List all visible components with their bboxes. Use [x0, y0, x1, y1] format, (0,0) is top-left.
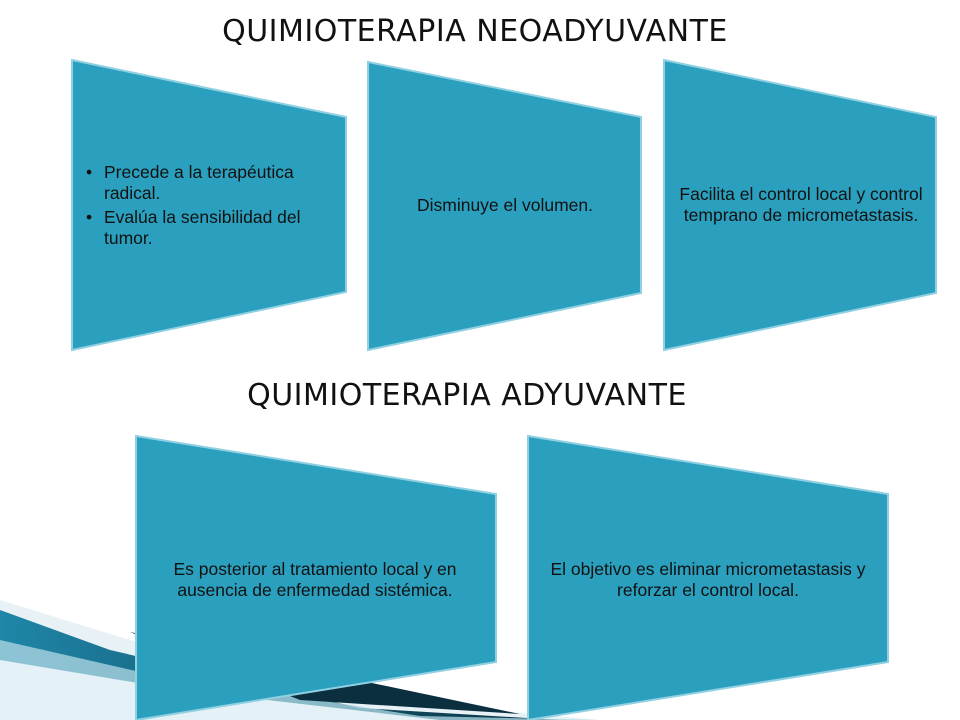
box-neo-1: [86, 140, 338, 270]
box-neo-2: [376, 140, 634, 270]
title-adyuvante: QUIMIOTERAPIA ADYUVANTE: [247, 378, 687, 413]
bullet-item: • Precede a la terapéutica radical.: [86, 162, 338, 204]
title-neoadyuvante: QUIMIOTERAPIA NEOADYUVANTE: [222, 14, 728, 49]
box-ady-1-text: Es posterior al tratamiento local y en ausencia de enfermedad sistémica.: [173, 559, 457, 600]
box-ady-2: [538, 520, 878, 640]
box-ady-2-text: El objetivo es eliminar micrometastasis y reforzar el control local.: [550, 559, 866, 600]
box-neo-2-text: Disminuye el volumen.: [416, 194, 594, 215]
box-neo-3-text: Facilita el control local y control temprano de micrometastasis.: [679, 184, 923, 225]
box-ady-1: [142, 520, 488, 640]
box-neo-3: [672, 140, 930, 270]
bullet-item: • Evalúa la sensibilidad del tumor.: [86, 207, 338, 249]
box-neo-1-bullets: [86, 159, 338, 252]
